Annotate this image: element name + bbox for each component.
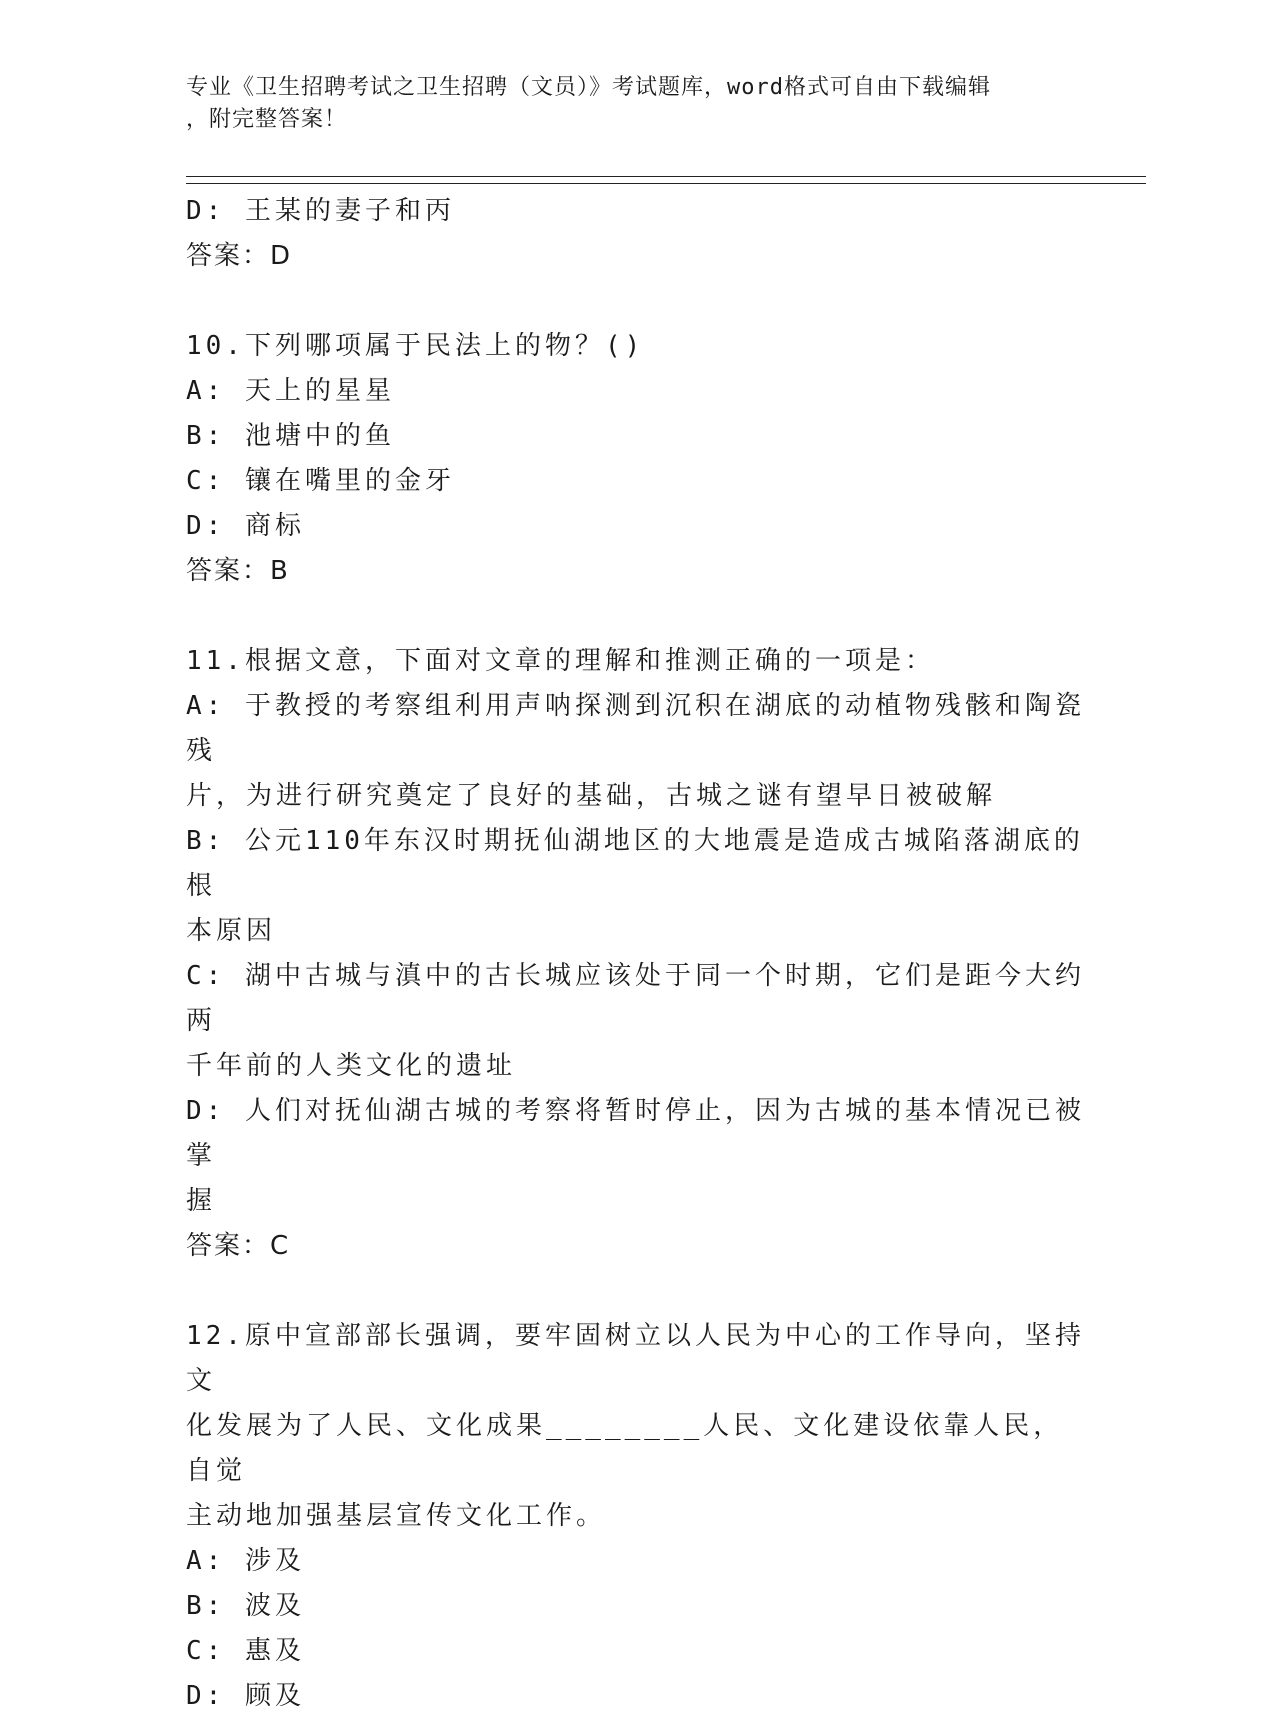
q10-stem: 10.下列哪项属于民法上的物？() bbox=[186, 331, 645, 361]
q10-option-c: C: 镶在嘴里的金牙 bbox=[186, 466, 455, 496]
header-line-2: ，附完整答案！ bbox=[186, 107, 348, 132]
q10-answer: 答案：B bbox=[186, 556, 290, 586]
question-content bbox=[186, 189, 1086, 1719]
q12-option-a: A: 涉及 bbox=[186, 1546, 305, 1576]
q10-option-b: B: 池塘中的鱼 bbox=[186, 421, 395, 451]
header-line-1: 专业《卫生招聘考试之卫生招聘（文员）》考试题库，word格式可自由下载编辑 bbox=[186, 75, 991, 100]
q11-option-d-line-2: 握 bbox=[186, 1186, 217, 1216]
q10-option-d: D: 商标 bbox=[186, 511, 305, 541]
header-rule-bottom bbox=[186, 183, 1146, 184]
q12-option-c: C: 惠及 bbox=[186, 1636, 305, 1666]
q11-option-a-line-1: A: 于教授的考察组利用声呐探测到沉积在湖底的动植物残骸和陶瓷残 bbox=[186, 691, 1085, 766]
q12-stem-line-1: 12.原中宣部部长强调，要牢固树立以人民为中心的工作导向，坚持文 bbox=[186, 1321, 1085, 1396]
q11-option-b-line-1: B: 公元110年东汉时期抚仙湖地区的大地震是造成古城陷落湖底的根 bbox=[186, 826, 1084, 901]
spacer bbox=[186, 594, 1086, 639]
q12-stem-line-2: 化发展为了人民、文化成果________人民、文化建设依靠人民，自觉 bbox=[186, 1411, 1064, 1486]
q10-option-a: A: 天上的星星 bbox=[186, 376, 395, 406]
spacer bbox=[186, 279, 1086, 324]
q12-option-d: D: 顾及 bbox=[186, 1681, 305, 1711]
spacer bbox=[186, 1269, 1086, 1314]
q9-option-d: D: 王某的妻子和丙 bbox=[186, 196, 455, 226]
q11-option-d-line-1: D: 人们对抚仙湖古城的考察将暂时停止，因为古城的基本情况已被掌 bbox=[186, 1096, 1085, 1171]
q9-answer: 答案：D bbox=[186, 241, 293, 271]
q11-option-c-line-2: 千年前的人类文化的遗址 bbox=[186, 1051, 517, 1081]
q11-answer: 答案：C bbox=[186, 1231, 291, 1261]
q12-stem-line-3: 主动地加强基层宣传文化工作。 bbox=[186, 1501, 607, 1531]
document-header bbox=[186, 72, 1066, 136]
q12-option-b: B: 波及 bbox=[186, 1591, 305, 1621]
q11-option-c-line-1: C: 湖中古城与滇中的古长城应该处于同一个时期，它们是距今大约两 bbox=[186, 961, 1085, 1036]
header-rule-top bbox=[186, 176, 1146, 177]
q11-option-b-line-2: 本原因 bbox=[186, 916, 277, 946]
q11-stem: 11.根据文意，下面对文章的理解和推测正确的一项是： bbox=[186, 646, 935, 676]
q11-option-a-line-2: 片，为进行研究奠定了良好的基础，古城之谜有望早日被破解 bbox=[186, 781, 997, 811]
